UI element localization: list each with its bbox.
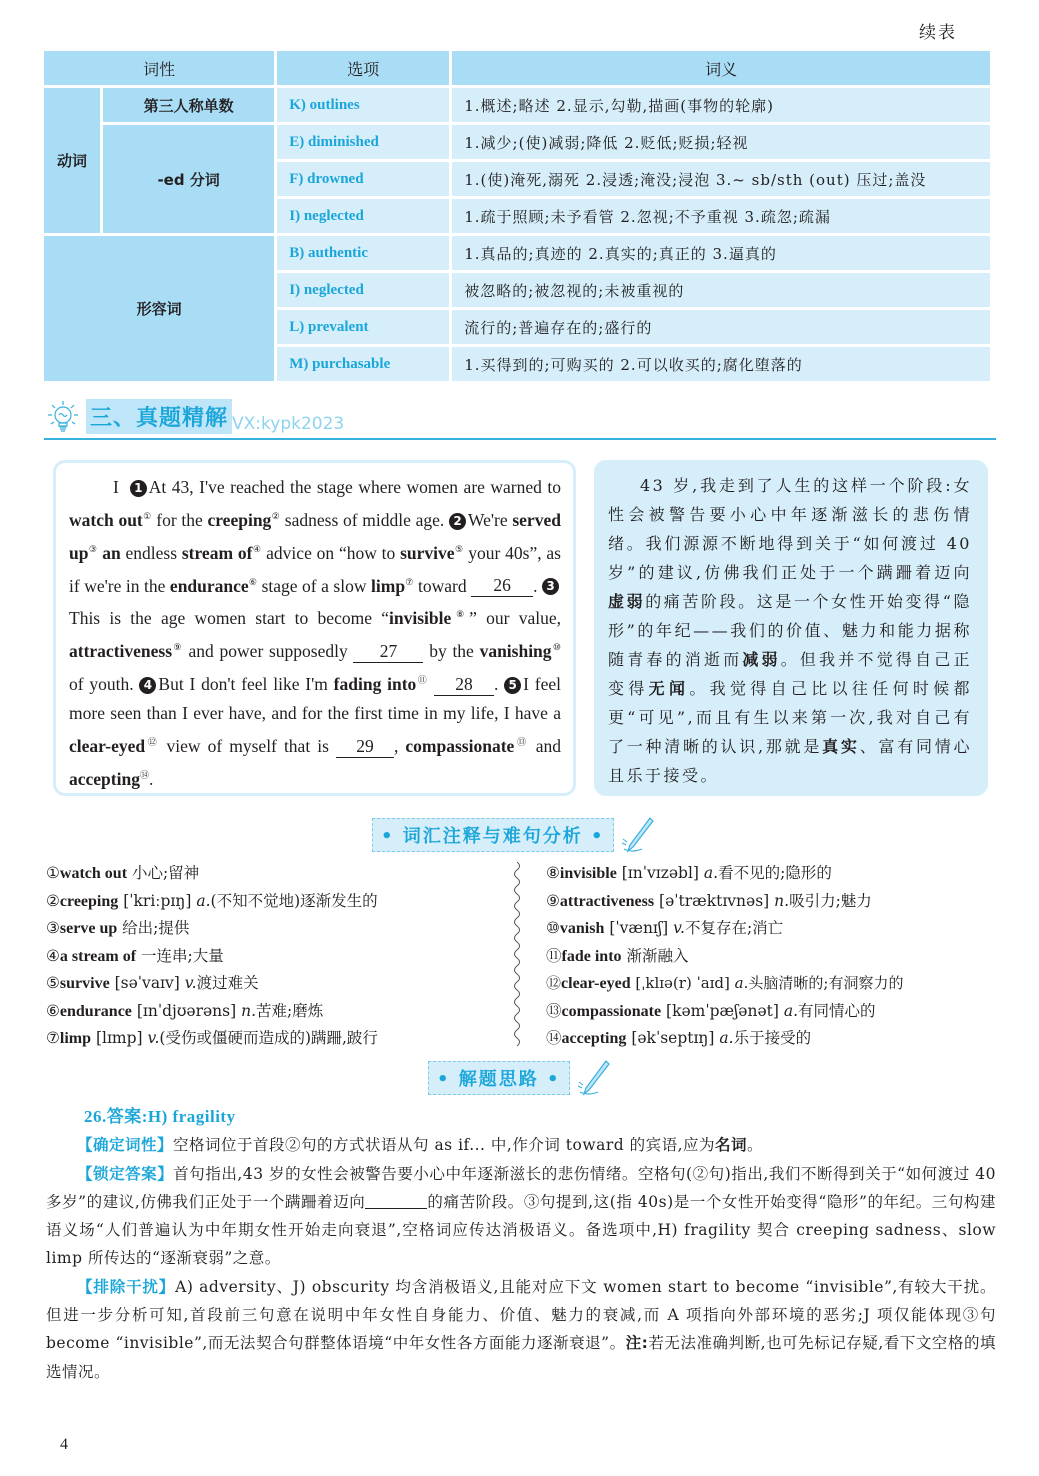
passage-text: and — [528, 735, 561, 756]
passage-text: ” our value, — [469, 608, 562, 629]
pen-icon — [576, 1058, 612, 1098]
option-cell: I) neglected — [277, 273, 449, 307]
meaning-cell: 被忽略的;被忽视的;未被重视的 — [452, 273, 990, 307]
table-row — [44, 125, 990, 159]
glossary-item: ⑦limp [lɪmp] v.(受伤或僵硬而造成的)蹒跚,跛行 — [46, 1029, 378, 1047]
header-pos: 词性 — [44, 51, 274, 85]
lightbulb-icon — [44, 398, 82, 438]
key-term: survive — [400, 542, 455, 563]
analysis-paragraph: 【确定词性】空格词位于首段②句的方式状语从句 as if... 中,作介词 toward 的宾语,应为名词。 — [77, 1136, 764, 1155]
glossary-item: ⑨attractiveness [əˈtræktɪvnəs] n.吸引力;魅力 — [546, 891, 872, 910]
glossary-item: ⑤survive [səˈvaɪv] v.渡过难关 — [46, 974, 259, 992]
page-number: 4 — [60, 1436, 68, 1453]
glossary-item: ⑭accepting [əkˈseptɪŋ] a.乐于接受的 — [546, 1029, 812, 1047]
translation-text: 。但我并不觉得自己正变得 — [608, 650, 972, 698]
note-ref: ② — [271, 511, 281, 521]
meaning-cell: 1.真品的;真迹的 2.真实的;真正的 3.逼真的 — [452, 236, 990, 270]
glossary-item: ③serve up 给出;提供 — [46, 919, 190, 937]
glossary-left — [46, 860, 506, 1053]
option-cell: L) prevalent — [277, 310, 449, 344]
key-term: compassionate — [405, 735, 515, 756]
meaning-cell: 流行的;普遍存在的;盛行的 — [452, 310, 990, 344]
passage-text: advice on “how to — [261, 542, 401, 563]
note-ref: ⑫ — [145, 736, 160, 747]
blank-29: 29 — [336, 735, 394, 758]
key-term: invisible — [389, 608, 452, 629]
key-term: creeping — [207, 509, 272, 530]
translation-keyword: 虚弱 — [608, 592, 646, 611]
key-term: stream of — [181, 542, 253, 563]
subgroup-ed-participle: -ed 分词 — [103, 125, 274, 233]
meaning-cell: 1.概述;略述 2.显示,勾勒,描画(事物的轮廓) — [452, 88, 990, 122]
analysis-tag: 【确定词性】 — [77, 1136, 174, 1155]
analysis-tag: 【锁定答案】 — [77, 1164, 174, 1183]
header-option: 选项 — [277, 51, 449, 85]
note-ref: ⑧ — [451, 609, 470, 620]
translation-text: 。我觉得自己比以往任何时候都更“可见”,而且有生以来第一次,我对自己有了一种清晰的认识,那就是 — [608, 679, 972, 756]
analysis-tag: 【排除干扰】 — [77, 1277, 176, 1296]
glossary-item: ②creeping [ˈkriːpɪŋ] a.(不知不觉地)逐渐发生的 — [46, 891, 378, 910]
key-term: vanishing — [479, 641, 552, 662]
pos-verb: 动词 — [44, 88, 100, 233]
blank-26: 26 — [471, 574, 533, 597]
key-term: served up — [69, 509, 561, 563]
blank-28: 28 — [434, 673, 494, 696]
solution-heading — [428, 1058, 612, 1098]
note-ref: ⑤ — [454, 543, 464, 554]
note-ref: ⑪ — [416, 675, 429, 686]
section-title: 三、真题精解 — [86, 399, 232, 434]
option-cell: M) purchasable — [277, 347, 449, 381]
sentence-marker: 2 — [449, 513, 466, 530]
passage-text: for the — [151, 509, 208, 530]
sentence-marker: 4 — [139, 677, 156, 694]
note-ref: ⑭ — [139, 769, 149, 780]
note-ref: ⑬ — [514, 736, 529, 747]
glossary-item: ⑧invisible [ɪnˈvɪzəbl] a.看不见的;隐形的 — [546, 864, 832, 882]
subgroup-third-person: 第三人称单数 — [103, 88, 274, 122]
sentence-marker: 1 — [130, 480, 147, 497]
key-term: an — [97, 542, 121, 563]
meaning-cell: 1.买得到的;可购买的 2.可以收买的;腐化堕落的 — [452, 347, 990, 381]
solution-heading-label: • 解题思路 • — [428, 1061, 570, 1095]
note-ref: ⑩ — [551, 642, 561, 653]
passage-text: by the — [423, 641, 480, 662]
glossary-right — [546, 860, 1006, 1053]
glossary-heading-label: • 词汇注释与难句分析 • — [372, 818, 614, 852]
pos-adjective: 形容词 — [44, 236, 274, 381]
passage-text: your 40s”, as if we're in the — [69, 542, 561, 596]
passage-text: toward — [413, 575, 472, 596]
analysis-paragraph: 【排除干扰】A) adversity、J) obscurity 均含消极语义,且能对应下文 women start to become “invisible”,有较大干扰。但进一步分析可知,首段前三句意在说明中年女性自身能力、价值、魅力的衰减,而 A 项指向外部环境的恶劣;J 项仅能体现③句 become “invisible”,而无法契合句群整体语境“中年女性各方面能力逐渐衰退”。注:若无法准确判断,也可先标记存疑,看下文空格的填选情况。 — [46, 1277, 996, 1381]
passage-english: I 1 At 43, I've reached the stage where women are warned to watch out① for the creeping② sadness of middle age. 2 We're served up③ an endless stream of④ advice on “how to survive⑤ your 40s”, as if we're in the endurance⑥ stage of a slow limp⑦ toward 26 . 3This is the age women start to become “invisible⑧” our value, attractiveness⑨ and power supposedly 27 by the vanishing⑩ of youth. 4 But I don't feel like I'm fading into⑪ 28 . 5 I feel more seen than I ever have, and for the first time in my life, I have a clear-eyed⑫ view of myself that is 29 , compassionate⑬ and accepting⑭. — [53, 460, 576, 796]
passage-text: But I don't feel like I'm — [158, 673, 334, 694]
glossary-item: ①watch out 小心;留神 — [46, 864, 200, 882]
analysis-section — [46, 1103, 996, 1386]
translation-keyword: 减弱 — [742, 650, 781, 669]
glossary-item: ⑫clear-eyed [ˌklɪə(r) ˈaɪd] a.头脑清晰的;有洞察力的 — [546, 974, 904, 992]
note-ref: ① — [142, 511, 152, 521]
option-cell: I) neglected — [277, 199, 449, 233]
passage-text: This is the age women start to become “ — [69, 608, 389, 629]
translation-text: 43 岁,我走到了人生的这样一个阶段:女性会被警告要小心中年逐渐滋长的悲伤情绪。我们源源不断地得到关于“如何渡过 40 岁”的建议,仿佛我们正处于一个蹒跚着迈向 — [608, 476, 972, 582]
meaning-cell: 1.(使)淹死,溺死 2.浸透;淹没;浸泡 3.~ sb/sth (out) 压过;盖没 — [452, 162, 990, 196]
option-cell: F) drowned — [277, 162, 449, 196]
answer-line: 26.答案:H) fragility — [84, 1107, 236, 1126]
key-term: endurance — [169, 575, 249, 596]
pen-icon — [620, 815, 656, 855]
passage-text: stage of a slow — [257, 575, 372, 596]
passage-text: of youth. — [69, 673, 140, 694]
passage-text: view of myself that is — [159, 735, 336, 756]
analysis-paragraph: 【锁定答案】首句指出,43 岁的女性会被警告要小心中年逐渐滋长的悲伤情绪。空格句(②句)指出,我们不断得到关于“如何渡过 40 多岁”的建议,仿佛我们正处于一个蹒跚着迈向 的痛苦阶段。③句提到,这(指 40s)是一个女性开始变得“隐形”的年纪。三句构建语义场“人们普遍认为中年期女性开始走向衰退”,空格词应传达消极语义。备选项中,H) fragility 契合 creeping sadness、slow limp 所传达的“逐渐衰弱”之意。 — [46, 1164, 996, 1268]
sentence-marker: 5 — [504, 677, 521, 694]
option-cell: K) outlines — [277, 88, 449, 122]
meaning-cell: 1.疏于照顾;未予看管 2.忽视;不予重视 3.疏忽;疏漏 — [452, 199, 990, 233]
passage-text: endless — [120, 542, 182, 563]
continued-label: 续表 — [919, 23, 957, 43]
passage-translation — [594, 460, 988, 796]
table-row — [44, 88, 990, 122]
glossary-item: ⑬compassionate [kəmˈpæʃənət] a.有同情心的 — [546, 1001, 876, 1020]
passage-text: and power supposedly — [182, 641, 354, 662]
wavy-divider — [510, 862, 524, 1047]
glossary-heading — [372, 815, 656, 855]
table-header-row — [44, 51, 990, 85]
sentence-marker: 3 — [542, 578, 559, 595]
passage-text: At 43, I've reached the stage where women are warned to — [148, 477, 561, 497]
translation-text: 、富有同情心且乐于接受。 — [608, 737, 972, 785]
option-cell: E) diminished — [277, 125, 449, 159]
key-term: attractiveness — [69, 641, 173, 662]
option-cell: B) authentic — [277, 236, 449, 270]
glossary-item: ⑩vanish [ˈvænɪʃ] v.不复存在;消亡 — [546, 919, 784, 937]
note-ref: ⑨ — [172, 642, 183, 653]
passage-text: sadness of middle age. — [280, 509, 449, 530]
passage-roman: I — [113, 477, 119, 497]
key-term: limp — [371, 575, 406, 596]
key-term: fading into — [333, 673, 417, 694]
note-ref: ④ — [252, 543, 262, 554]
key-term: watch out — [69, 509, 143, 530]
translation-keyword: 真实 — [822, 737, 860, 756]
passage-text: We're — [468, 509, 513, 530]
passage-text: I feel more seen than I ever have, and for the first time in my life, I have a — [69, 673, 562, 723]
translation-text: 的痛苦阶段。这是一个女性开始变得“隐形”的年纪——我们的价值、魅力和能力据称随青春的消逝而 — [608, 592, 972, 669]
translation-keyword: 无闻 — [648, 679, 690, 698]
key-term: accepting — [69, 768, 140, 789]
blank-27: 27 — [353, 640, 423, 663]
section-header — [44, 398, 996, 440]
watermark: VX:kypk2023 — [232, 414, 345, 434]
inline-blank — [365, 1191, 427, 1209]
meaning-cell: 1.减少;(使)减弱;降低 2.贬低;贬损;轻视 — [452, 125, 990, 159]
table-row — [44, 236, 990, 270]
key-term: clear-eyed — [69, 735, 146, 756]
note-ref: ③ — [88, 543, 98, 554]
glossary-item: ④a stream of 一连串;大量 — [46, 946, 224, 965]
glossary-item: ⑪fade into 渐渐融入 — [546, 946, 689, 965]
header-meaning: 词义 — [452, 51, 990, 85]
vocabulary-table — [41, 48, 993, 384]
note-ref: ⑥ — [248, 576, 258, 587]
note-ref: ⑦ — [405, 576, 414, 587]
glossary-item: ⑥endurance [ɪnˈdjʊərəns] n.苦难;磨炼 — [46, 1001, 324, 1020]
